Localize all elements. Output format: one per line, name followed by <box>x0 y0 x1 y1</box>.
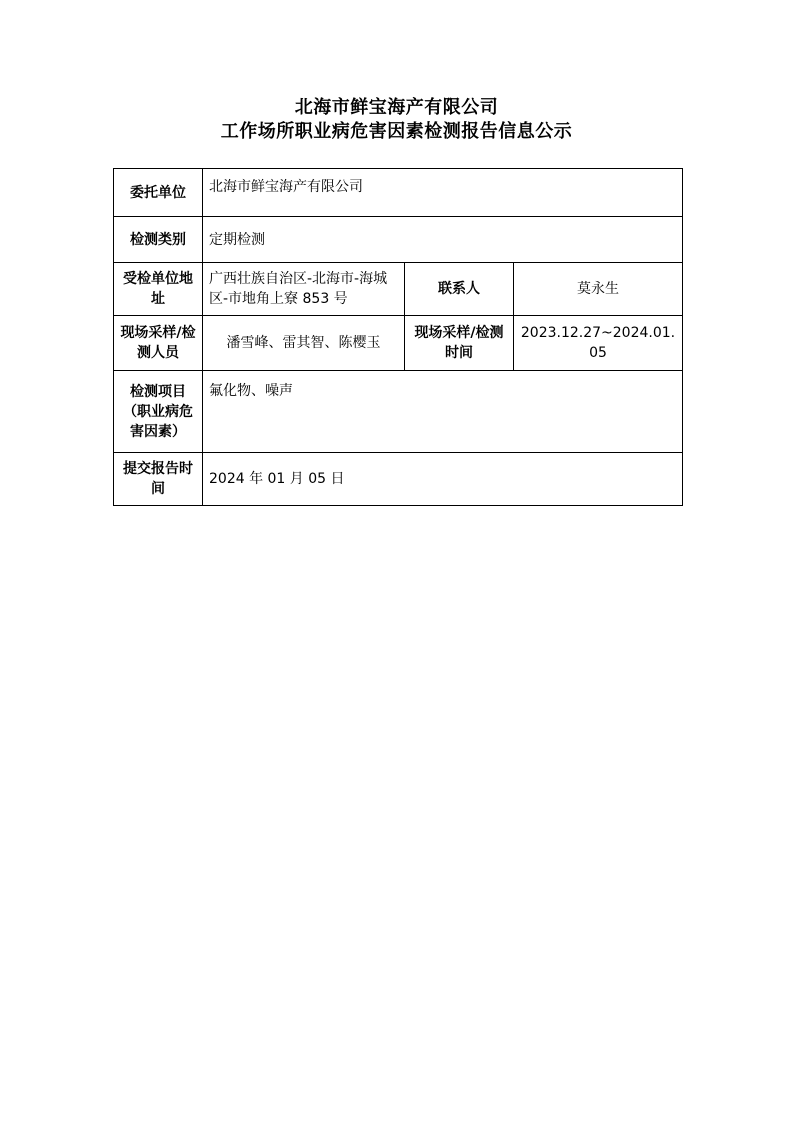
contact-value: 莫永生 <box>514 263 683 316</box>
address-value: 广西壮族自治区-北海市-海城区-市地角上寮 853 号 <box>203 263 405 316</box>
client-value: 北海市鲜宝海产有限公司 <box>203 169 683 217</box>
company-title: 北海市鲜宝海产有限公司 <box>294 97 499 118</box>
client-label: 委托单位 <box>114 169 203 217</box>
time-label: 现场采样/检测时间 <box>405 316 514 371</box>
report-date-value: 2024 年 01 月 05 日 <box>203 453 683 506</box>
address-label: 受检单位地址 <box>114 263 203 316</box>
category-value: 定期检测 <box>203 217 683 263</box>
items-label: 检测项目（职业病危害因素） <box>114 371 203 453</box>
report-title: 工作场所职业病危害因素检测报告信息公示 <box>220 121 573 142</box>
table-row <box>114 453 683 506</box>
staff-value: 潘雪峰、雷其智、陈樱玉 <box>203 316 405 371</box>
table-row <box>114 217 683 263</box>
table-row <box>114 316 683 371</box>
document-header <box>0 96 793 144</box>
info-table <box>113 168 683 506</box>
report-date-label: 提交报告时间 <box>114 453 203 506</box>
table-row <box>114 371 683 453</box>
items-value: 氟化物、噪声 <box>203 371 683 453</box>
category-label: 检测类别 <box>114 217 203 263</box>
contact-label: 联系人 <box>405 263 514 316</box>
table-row <box>114 169 683 217</box>
time-value: 2023.12.27~2024.01.05 <box>514 316 683 371</box>
staff-label: 现场采样/检测人员 <box>114 316 203 371</box>
table-row <box>114 263 683 316</box>
